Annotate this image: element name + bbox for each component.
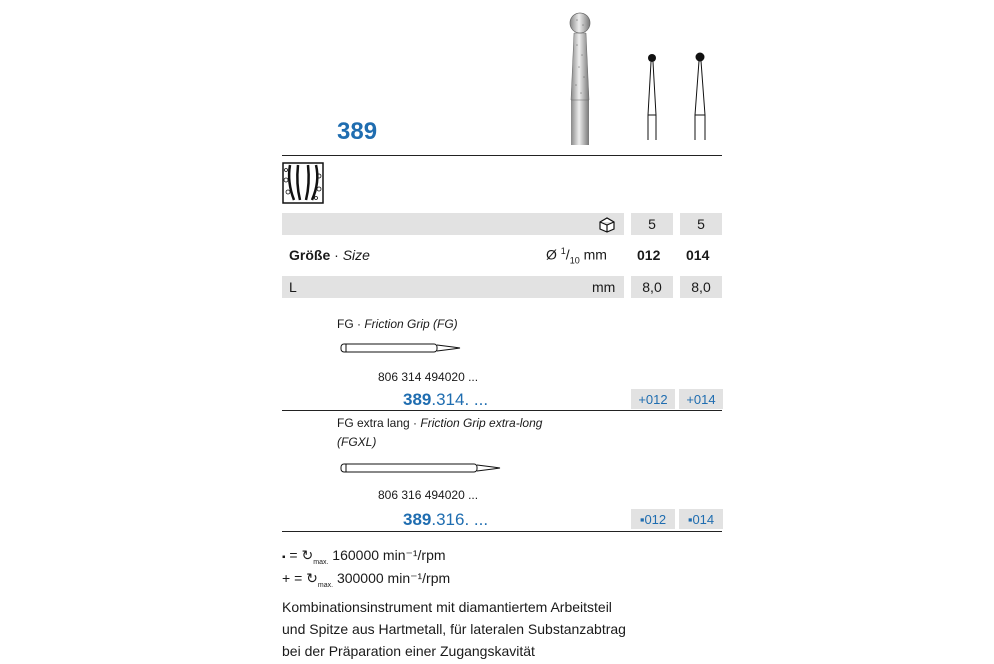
product-number: 389: [337, 118, 378, 145]
fg-title: FG · Friction Grip (FG): [337, 317, 458, 331]
divider: [282, 155, 722, 156]
fgxl-order-code: 389.316. ...: [403, 510, 489, 529]
bur-drawing-012: [640, 50, 664, 142]
footnote-fg-speed: + = $↻_{max.}$ 300000 min⁻¹/rpm: [282, 570, 451, 589]
divider: [282, 531, 722, 532]
fgxl-title-line2: (FGXL): [337, 435, 377, 449]
length-014: 8,0: [680, 276, 722, 298]
rotation-icon: ↻: [301, 547, 314, 563]
bur-photo: [555, 5, 605, 145]
fgxl-size-012: ▪012: [631, 509, 675, 529]
fg-shank-drawing: [338, 341, 463, 355]
fgxl-title: FG extra lang · Friction Grip extra-long: [337, 416, 543, 430]
description: Kombinationsinstrument mit diamantiertem Arbeitsteil und Spitze aus Hartmetall, für lateralen Substanzabtrag bei der Präparation einer Zugangskavität: [282, 599, 626, 659]
package-row: [282, 213, 624, 235]
fgxl-shank-drawing: [338, 461, 503, 475]
size-label: Größe · Size: [289, 247, 370, 263]
size-unit: Ø $^1/_{10}$ mm: [546, 246, 607, 266]
package-qty-014: 5: [680, 213, 722, 235]
fgxl-size-014: ▪014: [679, 509, 723, 529]
length-label: L: [289, 279, 297, 295]
length-row: [282, 276, 624, 298]
fg-size-012: +012: [631, 389, 675, 409]
footnote-fgxl-speed: ▪ = $↻_{max.}$ 160000 min⁻¹/rpm: [282, 547, 446, 566]
size-014: 014: [686, 247, 710, 263]
length-unit: mm: [592, 279, 616, 295]
rotation-icon: ↻: [306, 570, 318, 586]
fg-size-014: +014: [679, 389, 723, 409]
length-012: 8,0: [631, 276, 673, 298]
fg-order-code: 389.314. ...: [403, 390, 489, 409]
fgxl-ref: 806 316 494020 ...: [378, 488, 479, 502]
size-012: 012: [637, 247, 661, 263]
divider: [282, 410, 722, 411]
package-icon: [597, 215, 617, 233]
package-qty-012: 5: [631, 213, 673, 235]
fg-ref: 806 314 494020 ...: [378, 370, 479, 384]
tooth-application-icon: [282, 162, 324, 204]
bur-drawing-014: [688, 48, 712, 142]
